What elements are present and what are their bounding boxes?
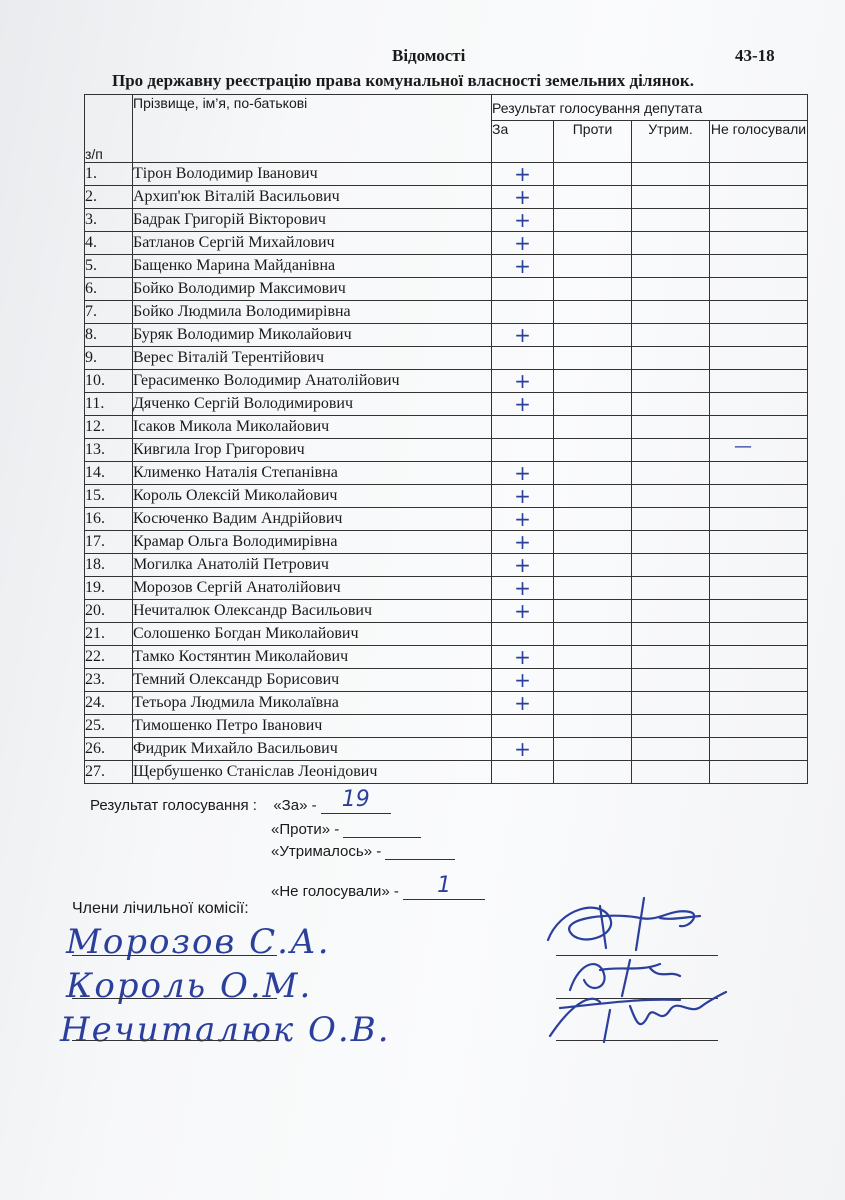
row-vote-za [492, 485, 554, 508]
row-number: 24. [85, 692, 133, 715]
plus-mark: + [514, 254, 531, 278]
row-vote-utrym [632, 646, 710, 669]
table-row [85, 669, 808, 692]
row-deputy-name: Тамко Костянтин Миколайович [133, 646, 492, 669]
row-vote-ne [710, 738, 808, 761]
table-row [85, 508, 808, 531]
dash-mark: — [734, 438, 752, 457]
row-vote-utrym [632, 600, 710, 623]
row-deputy-name: Верес Віталій Терентійович [133, 347, 492, 370]
row-vote-za [492, 577, 554, 600]
table-row [85, 462, 808, 485]
row-vote-ne [710, 255, 808, 278]
row-vote-za [492, 692, 554, 715]
plus-mark: + [514, 530, 531, 554]
row-deputy-name: Герасименко Володимир Анатолійович [133, 370, 492, 393]
member-line-3 [72, 1040, 277, 1041]
voting-table-body [85, 163, 808, 784]
row-vote-proty [554, 623, 632, 646]
row-vote-proty [554, 600, 632, 623]
row-vote-za [492, 278, 554, 301]
row-number: 12. [85, 416, 133, 439]
row-vote-ne [710, 508, 808, 531]
row-vote-proty [554, 186, 632, 209]
row-vote-za [492, 531, 554, 554]
row-number: 1. [85, 163, 133, 186]
row-vote-za [492, 646, 554, 669]
row-vote-ne [710, 531, 808, 554]
ne-field [403, 873, 485, 900]
row-vote-ne [710, 324, 808, 347]
row-vote-proty [554, 347, 632, 370]
ne-label: «Не голосували» - [271, 883, 399, 900]
row-vote-za [492, 715, 554, 738]
row-vote-utrym [632, 439, 710, 462]
row-vote-utrym [632, 623, 710, 646]
table-row [85, 623, 808, 646]
row-vote-za [492, 508, 554, 531]
plus-mark: + [514, 599, 531, 623]
row-deputy-name: Нечиталюк Олександр Васильович [133, 600, 492, 623]
row-vote-za [492, 761, 554, 784]
row-deputy-name: Бащенко Марина Майданівна [133, 255, 492, 278]
row-vote-ne [710, 439, 808, 462]
row-number: 17. [85, 531, 133, 554]
row-deputy-name: Ісаков Микола Миколайович [133, 416, 492, 439]
table-row [85, 301, 808, 324]
row-deputy-name: Темний Олександр Борисович [133, 669, 492, 692]
header-name: Прізвище, ім’я, по-батькові [133, 95, 492, 163]
row-vote-ne [710, 462, 808, 485]
row-number: 11. [85, 393, 133, 416]
table-row [85, 186, 808, 209]
row-deputy-name: Клименко Наталія Степанівна [133, 462, 492, 485]
za-field [321, 787, 391, 814]
plus-mark: + [514, 185, 531, 209]
row-vote-ne [710, 646, 808, 669]
row-vote-proty [554, 416, 632, 439]
row-deputy-name: Король Олексій Миколайович [133, 485, 492, 508]
plus-mark: + [514, 323, 531, 347]
row-vote-ne [710, 347, 808, 370]
row-deputy-name: Тетьора Людмила Миколаївна [133, 692, 492, 715]
row-vote-utrym [632, 485, 710, 508]
plus-mark: + [514, 461, 531, 485]
row-number: 6. [85, 278, 133, 301]
table-row [85, 554, 808, 577]
row-vote-proty [554, 508, 632, 531]
plus-mark: + [514, 645, 531, 669]
row-vote-proty [554, 646, 632, 669]
ne-value: 1 [437, 873, 452, 898]
row-deputy-name: Солошенко Богдан Миколайович [133, 623, 492, 646]
row-deputy-name: Архип'юк Віталій Васильович [133, 186, 492, 209]
header-za: За [492, 121, 554, 163]
row-deputy-name: Тимошенко Петро Іванович [133, 715, 492, 738]
row-vote-ne [710, 715, 808, 738]
plus-mark: + [514, 369, 531, 393]
row-vote-za [492, 738, 554, 761]
row-number: 3. [85, 209, 133, 232]
row-vote-utrym [632, 577, 710, 600]
row-vote-proty [554, 301, 632, 324]
signature-1 [540, 888, 720, 958]
plus-mark: + [514, 691, 531, 715]
plus-mark: + [514, 576, 531, 600]
results-label: Результат голосування : [90, 797, 257, 814]
row-vote-utrym [632, 416, 710, 439]
row-vote-proty [554, 577, 632, 600]
row-vote-proty [554, 692, 632, 715]
row-vote-utrym [632, 370, 710, 393]
row-number: 20. [85, 600, 133, 623]
row-vote-proty [554, 462, 632, 485]
row-number: 7. [85, 301, 133, 324]
signature-3 [540, 986, 740, 1046]
table-row [85, 163, 808, 186]
row-vote-ne [710, 163, 808, 186]
document-title: Відомості [392, 46, 466, 65]
row-vote-proty [554, 255, 632, 278]
row-number: 14. [85, 462, 133, 485]
row-vote-za [492, 462, 554, 485]
row-vote-utrym [632, 669, 710, 692]
row-vote-proty [554, 554, 632, 577]
row-number: 15. [85, 485, 133, 508]
row-vote-za [492, 669, 554, 692]
row-vote-utrym [632, 692, 710, 715]
utrym-field [385, 843, 455, 860]
row-number: 4. [85, 232, 133, 255]
table-row [85, 738, 808, 761]
row-number: 2. [85, 186, 133, 209]
table-row [85, 439, 808, 462]
row-deputy-name: Буряк Володимир Миколайович [133, 324, 492, 347]
row-vote-utrym [632, 347, 710, 370]
row-deputy-name: Морозов Сергій Анатолійович [133, 577, 492, 600]
document-number: 43-18 [735, 46, 775, 65]
row-vote-za [492, 600, 554, 623]
row-deputy-name: Дяченко Сергій Володимирович [133, 393, 492, 416]
row-vote-ne [710, 232, 808, 255]
row-vote-za [492, 209, 554, 232]
row-vote-proty [554, 370, 632, 393]
za-label: «За» - [273, 797, 317, 814]
row-number: 25. [85, 715, 133, 738]
proty-label: «Проти» - [271, 821, 340, 838]
za-value: 19 [341, 787, 370, 812]
row-vote-proty [554, 531, 632, 554]
row-vote-ne [710, 554, 808, 577]
row-number: 22. [85, 646, 133, 669]
row-vote-ne [710, 485, 808, 508]
row-vote-za [492, 324, 554, 347]
table-row [85, 370, 808, 393]
commission-member-1: Морозов С.А. [66, 922, 331, 962]
row-vote-za [492, 232, 554, 255]
commission-member-3: Нечиталюк О.В. [60, 1010, 391, 1050]
row-vote-za [492, 186, 554, 209]
table-row [85, 715, 808, 738]
table-row [85, 577, 808, 600]
row-vote-ne [710, 393, 808, 416]
row-deputy-name: Тірон Володимир Іванович [133, 163, 492, 186]
table-row [85, 278, 808, 301]
row-vote-utrym [632, 163, 710, 186]
plus-mark: + [514, 507, 531, 531]
voting-table [84, 94, 808, 784]
row-vote-proty [554, 738, 632, 761]
plus-mark: + [514, 392, 531, 416]
table-row [85, 255, 808, 278]
document-subtitle: Про державну реєстрацію права комунальної власності земельних ділянок. [112, 71, 694, 90]
row-vote-za [492, 370, 554, 393]
row-deputy-name: Косюченко Вадим Андрійович [133, 508, 492, 531]
row-number: 5. [85, 255, 133, 278]
plus-mark: + [514, 737, 531, 761]
row-vote-za [492, 554, 554, 577]
header-proty: Проти [554, 121, 632, 163]
row-vote-utrym [632, 738, 710, 761]
row-deputy-name: Бойко Людмила Володимирівна [133, 301, 492, 324]
row-vote-ne [710, 186, 808, 209]
row-vote-utrym [632, 186, 710, 209]
row-number: 21. [85, 623, 133, 646]
row-vote-utrym [632, 255, 710, 278]
plus-mark: + [514, 162, 531, 186]
header-vote-result: Результат голосування депутата [492, 95, 808, 121]
member-line-2 [72, 998, 277, 999]
row-vote-proty [554, 393, 632, 416]
row-deputy-name: Бойко Володимир Максимович [133, 278, 492, 301]
row-vote-ne [710, 669, 808, 692]
header-ne-holosuvaly: Не голосували [710, 121, 808, 163]
row-vote-ne [710, 623, 808, 646]
row-vote-utrym [632, 393, 710, 416]
table-row [85, 531, 808, 554]
table-row [85, 347, 808, 370]
table-row [85, 646, 808, 669]
plus-mark: + [514, 484, 531, 508]
row-vote-proty [554, 232, 632, 255]
row-vote-utrym [632, 462, 710, 485]
row-deputy-name: Крамар Ольга Володимирівна [133, 531, 492, 554]
table-row [85, 324, 808, 347]
row-vote-utrym [632, 531, 710, 554]
row-vote-ne [710, 692, 808, 715]
row-number: 23. [85, 669, 133, 692]
row-vote-utrym [632, 761, 710, 784]
row-number: 27. [85, 761, 133, 784]
row-vote-proty [554, 324, 632, 347]
row-number: 26. [85, 738, 133, 761]
row-vote-ne [710, 370, 808, 393]
commission-label: Члени лічильної комісії: [72, 900, 249, 917]
row-number: 16. [85, 508, 133, 531]
row-vote-ne [710, 278, 808, 301]
plus-mark: + [514, 668, 531, 692]
table-row [85, 232, 808, 255]
row-vote-utrym [632, 278, 710, 301]
plus-mark: + [514, 231, 531, 255]
row-vote-utrym [632, 715, 710, 738]
row-vote-ne [710, 577, 808, 600]
table-row [85, 485, 808, 508]
row-vote-za [492, 255, 554, 278]
row-deputy-name: Могилка Анатолій Петрович [133, 554, 492, 577]
row-vote-ne [710, 761, 808, 784]
row-deputy-name: Батланов Сергій Михайлович [133, 232, 492, 255]
row-vote-proty [554, 209, 632, 232]
row-vote-ne [710, 600, 808, 623]
row-vote-utrym [632, 554, 710, 577]
row-number: 9. [85, 347, 133, 370]
row-vote-ne [710, 301, 808, 324]
table-row [85, 600, 808, 623]
commission-member-2: Король О.М. [66, 966, 313, 1006]
row-vote-proty [554, 485, 632, 508]
utrym-label: «Утрималось» - [271, 843, 382, 860]
row-vote-proty [554, 163, 632, 186]
row-number: 18. [85, 554, 133, 577]
member-line-1 [72, 955, 277, 956]
row-vote-utrym [632, 301, 710, 324]
row-vote-proty [554, 715, 632, 738]
table-row [85, 209, 808, 232]
row-vote-proty [554, 278, 632, 301]
row-vote-proty [554, 439, 632, 462]
row-deputy-name: Кивгила Ігор Григорович [133, 439, 492, 462]
plus-mark: + [514, 553, 531, 577]
proty-field [343, 821, 421, 838]
header-utrym: Утрим. [632, 121, 710, 163]
row-number: 19. [85, 577, 133, 600]
row-deputy-name: Фидрик Михайло Васильович [133, 738, 492, 761]
row-number: 13. [85, 439, 133, 462]
row-vote-za [492, 416, 554, 439]
table-row [85, 393, 808, 416]
row-vote-za [492, 301, 554, 324]
row-deputy-name: Бадрак Григорій Вікторович [133, 209, 492, 232]
row-vote-za [492, 623, 554, 646]
row-vote-za [492, 163, 554, 186]
row-vote-utrym [632, 232, 710, 255]
row-vote-utrym [632, 508, 710, 531]
row-vote-za [492, 347, 554, 370]
row-vote-ne [710, 209, 808, 232]
row-vote-proty [554, 669, 632, 692]
row-number: 8. [85, 324, 133, 347]
table-row [85, 416, 808, 439]
table-row [85, 761, 808, 784]
row-vote-ne [710, 416, 808, 439]
row-vote-za [492, 439, 554, 462]
row-vote-za [492, 393, 554, 416]
table-row [85, 692, 808, 715]
plus-mark: + [514, 208, 531, 232]
header-number: з/п [85, 95, 133, 163]
row-vote-utrym [632, 324, 710, 347]
row-vote-utrym [632, 209, 710, 232]
row-deputy-name: Щербушенко Станіслав Леонідович [133, 761, 492, 784]
row-vote-proty [554, 761, 632, 784]
row-number: 10. [85, 370, 133, 393]
